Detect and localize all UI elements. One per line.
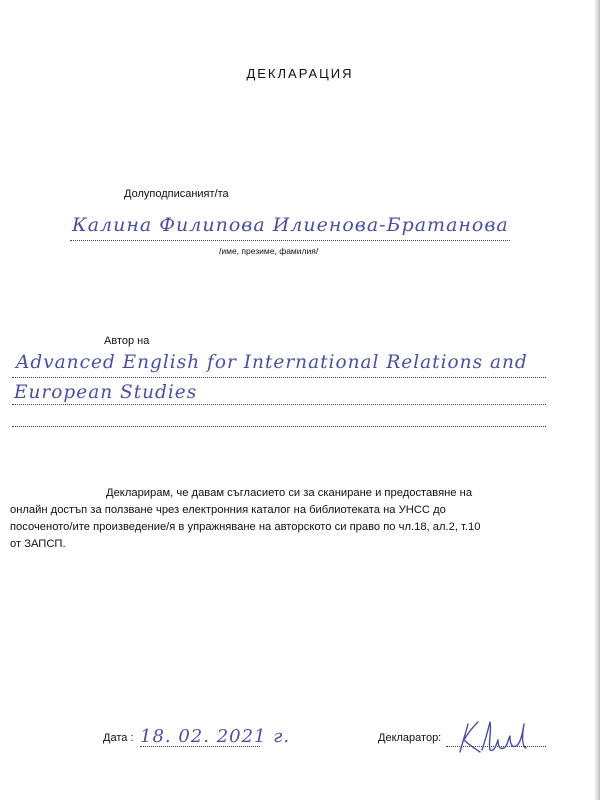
name-caption: /име, презиме, фамилия/ (219, 246, 319, 256)
scan-edge-shadow (594, 0, 600, 800)
work-dotted-line-1 (12, 377, 546, 378)
declaration-line: посоченото/ите произведение/я в упражняване на авторското си право по чл.18, ал.2, т.10 (10, 521, 481, 533)
declaration-line: Декларирам, че давам съгласието си за сканиране и предоставяне на (106, 487, 473, 499)
declaration-line: от ЗАПСП. (10, 538, 66, 550)
work-title-line1-handwritten: Advanced English for International Relations and (16, 352, 528, 373)
declaration-paragraph (10, 485, 570, 553)
document-title: ДЕКЛАРАЦИЯ (246, 66, 354, 81)
work-dotted-line-2 (12, 404, 546, 405)
name-dotted-line (70, 240, 510, 241)
declarant-label: Декларатор: (378, 732, 442, 744)
work-title-line2-handwritten: European Studies (14, 382, 198, 403)
handwritten-signature (452, 716, 542, 760)
declaration-line: онлайн достъп за ползване чрез електронния каталог на библиотеката на УНСС до (10, 504, 446, 516)
undersigned-name-handwritten: Калина Филипова Илиенова-Братанова (72, 214, 509, 236)
undersigned-label: Долуподписаният/та (124, 188, 229, 200)
date-handwritten: 18. 02. 2021 г. (140, 726, 291, 747)
date-dotted-line (140, 746, 260, 747)
date-label: Дата : (103, 732, 134, 744)
author-label: Автор на (104, 335, 150, 347)
work-dotted-line-3 (12, 426, 546, 427)
